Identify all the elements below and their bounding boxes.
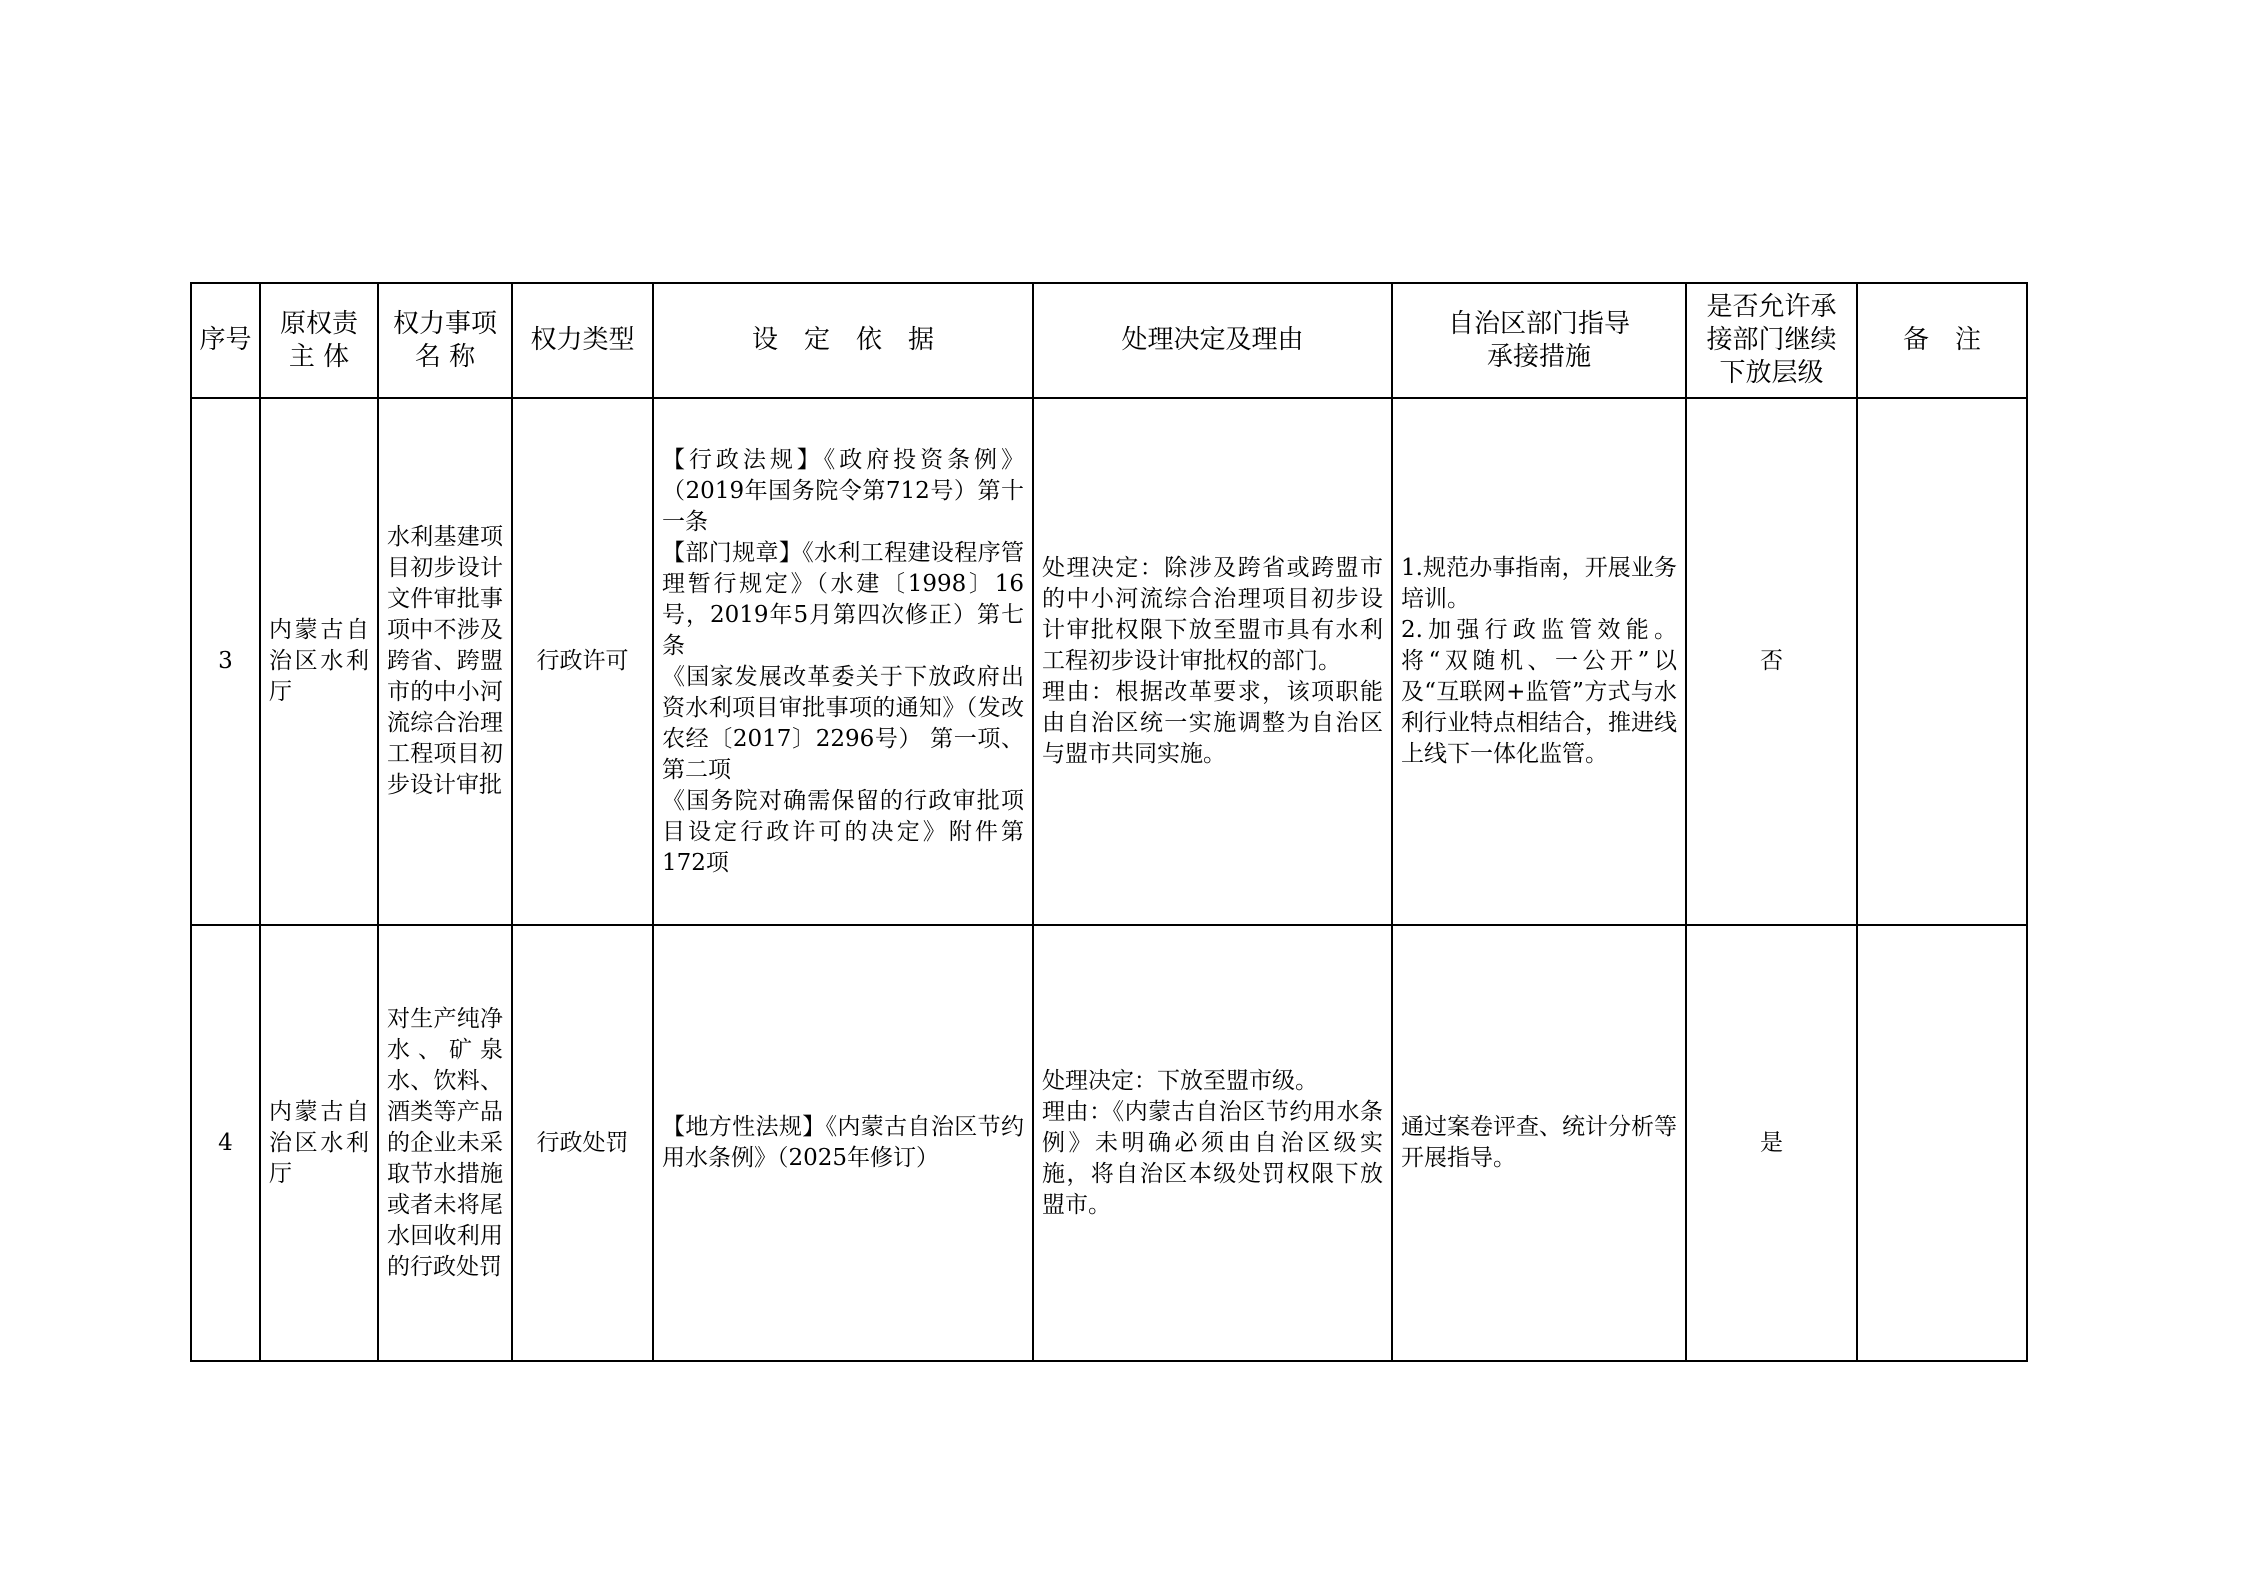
cell-remarks <box>1857 925 2027 1361</box>
header-power-type: 权力类型 <box>512 283 653 398</box>
header-remarks: 备 注 <box>1857 283 2027 398</box>
table-header-row <box>191 283 2027 398</box>
header-item-name: 权力事项 名 称 <box>378 283 512 398</box>
cell-seq: 4 <box>191 925 260 1361</box>
power-list-table <box>190 282 2028 1362</box>
table-row <box>191 398 2027 925</box>
cell-subject: 内蒙古自治区水利厅 <box>260 398 378 925</box>
header-basis: 设 定 依 据 <box>653 283 1033 398</box>
cell-item-name: 水利基建项目初步设计文件审批事项中不涉及跨省、跨盟市的中小河流综合治理工程项目初步设计审批 <box>378 398 512 925</box>
cell-item-name: 对生产纯净水、矿泉水、饮料、酒类等产品的企业未采取节水措施或者未将尾水回收利用的行政处罚 <box>378 925 512 1361</box>
cell-remarks <box>1857 398 2027 925</box>
header-seq: 序号 <box>191 283 260 398</box>
header-subject: 原权责 主 体 <box>260 283 378 398</box>
cell-measures: 1.规范办事指南，开展业务培训。 2.加强行政监管效能。将“双随机、一公开”以及“互联网+监管”方式与水利行业特点相结合，推进线上线下一体化监管。 <box>1392 398 1686 925</box>
cell-decision: 处理决定：除涉及跨省或跨盟市的中小河流综合治理项目初步设计审批权限下放至盟市具有水利工程初步设计审批权的部门。 理由：根据改革要求，该项职能由自治区统一实施调整为自治区与盟市共同实施。 <box>1033 398 1392 925</box>
cell-allow-delegate: 否 <box>1686 398 1857 925</box>
cell-power-type: 行政许可 <box>512 398 653 925</box>
header-measures: 自治区部门指导 承接措施 <box>1392 283 1686 398</box>
cell-subject: 内蒙古自治区水利厅 <box>260 925 378 1361</box>
cell-seq: 3 <box>191 398 260 925</box>
table-row <box>191 925 2027 1361</box>
cell-allow-delegate: 是 <box>1686 925 1857 1361</box>
cell-basis: 【地方性法规】《内蒙古自治区节约用水条例》（2025年修订） <box>653 925 1033 1361</box>
cell-basis: 【行政法规】《政府投资条例》（2019年国务院令第712号）第十一条 【部门规章】《水利工程建设程序管理暂行规定》（水建〔1998〕16号，2019年5月第四次修正）第七条 《国家发展改革委关于下放政府出资水利项目审批事项的通知》（发改农经〔2017〕2296号） 第一项、第二项 《国务院对确需保留的行政审批项目设定行政许可的决定》附件第172项 <box>653 398 1033 925</box>
cell-power-type: 行政处罚 <box>512 925 653 1361</box>
header-allow-delegate: 是否允许承 接部门继续 下放层级 <box>1686 283 1857 398</box>
header-decision: 处理决定及理由 <box>1033 283 1392 398</box>
cell-decision: 处理决定：下放至盟市级。 理由：《内蒙古自治区节约用水条例》未明确必须由自治区级实施，将自治区本级处罚权限下放盟市。 <box>1033 925 1392 1361</box>
cell-measures: 通过案卷评查、统计分析等开展指导。 <box>1392 925 1686 1361</box>
